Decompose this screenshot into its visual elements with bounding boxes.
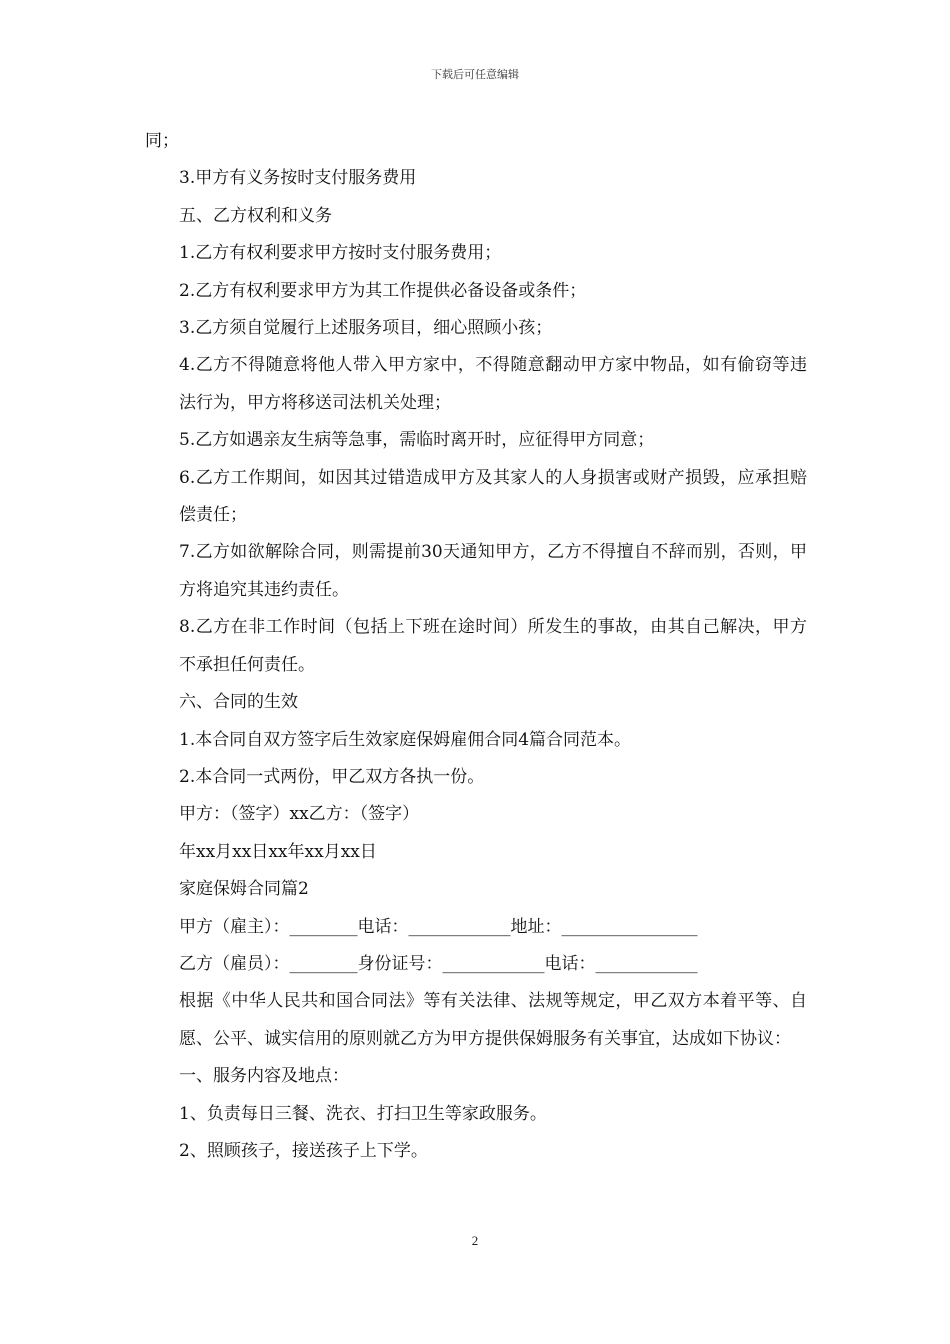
paragraph-line: 8.乙方在非工作时间（包括上下班在途时间）所发生的事故，由其自己解决，甲方不承担任何责任。 xyxy=(179,617,807,675)
paragraph-line: 3.甲方有义务按时支付服务费用 xyxy=(179,168,417,189)
paragraph-line: 3.乙方须自觉履行上述服务项目，细心照顾小孩； xyxy=(179,318,553,339)
section-heading: 五、乙方权利和义务 xyxy=(179,205,332,226)
date-line: 年xx月xx日xx年xx月xx日 xyxy=(179,841,377,862)
paragraph-line: 1.本合同自双方签字后生效家庭保姆雇佣合同4篇合同范本。 xyxy=(179,729,632,750)
paragraph-line: 同； xyxy=(145,131,179,151)
party-b-info-line: 乙方（雇员）：________身份证号：____________电话：____________ xyxy=(179,953,698,974)
paragraph-line: 1、负责每日三餐、洗衣、打扫卫生等家政服务。 xyxy=(179,1103,547,1124)
page-header: 下载后可任意编辑 xyxy=(431,68,519,81)
section-heading: 六、合同的生效 xyxy=(179,692,298,713)
page-number: 2 xyxy=(471,1233,479,1248)
paragraph-line: 6.乙方工作期间，如因其过错造成甲方及其家人的人身损害或财产损毁，应承担赔偿责任； xyxy=(179,467,807,526)
paragraph-line: 2、照顾孩子，接送孩子上下学。 xyxy=(179,1140,428,1161)
paragraph-line: 1.乙方有权利要求甲方按时支付服务费用； xyxy=(179,243,502,264)
paragraph-line: 4.乙方不得随意将他人带入甲方家中，不得随意翻动甲方家中物品，如有偷窃等违法行为，甲方将移送司法机关处理； xyxy=(179,355,807,413)
paragraph-line: 7.乙方如欲解除合同，则需提前30天通知甲方，乙方不得擅自不辞而别，否则，甲方将追究其违约责任。 xyxy=(179,542,807,600)
contract-title: 家庭保姆合同篇2 xyxy=(179,879,309,900)
document-body xyxy=(145,123,807,1170)
section-heading: 一、服务内容及地点： xyxy=(179,1066,349,1087)
paragraph-line: 5.乙方如遇亲友生病等急事，需临时离开时，应征得甲方同意； xyxy=(179,430,655,451)
paragraph-line: 根据《中华人民共和国合同法》等有关法律、法规等规定，甲乙双方本着平等、自愿、公平、诚实信用的原则就乙方为甲方提供保姆服务有关事宜，达成如下协议： xyxy=(179,991,807,1049)
signature-line: 甲方：（签字）xx乙方：（签字） xyxy=(179,804,420,825)
paragraph-line: 2.乙方有权利要求甲方为其工作提供必备设备或条件； xyxy=(179,280,587,301)
party-a-info-line: 甲方（雇主）：________电话：____________地址：________________ xyxy=(179,916,698,937)
paragraph-line: 2.本合同一式两份，甲乙双方各执一份。 xyxy=(179,766,485,787)
